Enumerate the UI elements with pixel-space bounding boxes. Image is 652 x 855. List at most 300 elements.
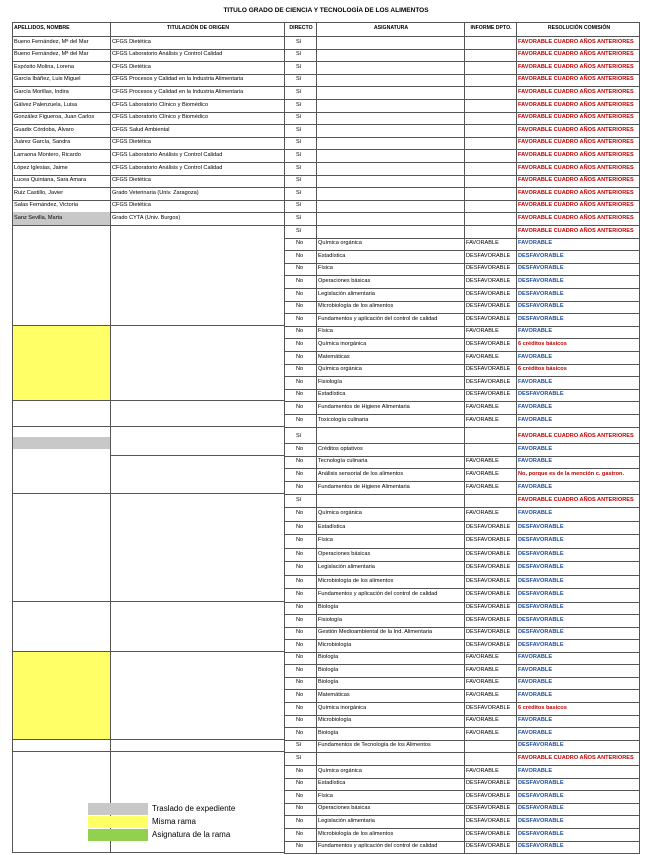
origin-degree-cell: CFGS Dietética bbox=[112, 139, 151, 146]
subject-cell bbox=[316, 99, 464, 112]
direct-cell: Sí bbox=[296, 214, 302, 221]
table-row bbox=[12, 187, 640, 201]
dept-report-cell: DESFAVORABLE bbox=[466, 817, 511, 824]
student-name-cell: Bueno Fernández, Mª del Mar bbox=[14, 51, 89, 58]
subject-cell: Química inorgánica bbox=[318, 704, 367, 711]
legend-swatch-gray bbox=[88, 803, 148, 815]
dept-report-cell: FAVORABLE bbox=[466, 717, 499, 724]
student-name-cell: Ruiz Castillo, Javier bbox=[14, 189, 64, 196]
column-divider bbox=[639, 22, 640, 853]
table-row bbox=[284, 443, 640, 457]
direct-cell: No bbox=[296, 679, 304, 686]
direct-cell: No bbox=[296, 729, 304, 736]
direct-cell: No bbox=[296, 817, 304, 824]
subject-cell: Tecnología culinaria bbox=[318, 458, 368, 465]
dept-report-cell: DESFAVORABLE bbox=[466, 843, 511, 850]
student-name-cell: Expósito Molina, Lorena bbox=[14, 63, 75, 70]
table-row bbox=[284, 301, 640, 315]
group-student-name bbox=[12, 456, 110, 494]
table-row bbox=[284, 548, 640, 563]
student-name-cell: Larraona Montero, Ricardo bbox=[14, 151, 81, 158]
direct-cell: Sí bbox=[296, 151, 302, 158]
direct-cell: No bbox=[296, 366, 304, 373]
subject-cell: Operaciones básicas bbox=[318, 805, 371, 812]
dept-report-cell: DESFAVORABLE bbox=[466, 303, 511, 310]
committee-resolution-cell: DESFAVORABLE bbox=[518, 537, 564, 544]
dept-report-cell: DESFAVORABLE bbox=[466, 830, 511, 837]
table-row bbox=[284, 338, 640, 352]
group-student-name bbox=[12, 652, 110, 740]
committee-resolution-cell: DESFAVORABLE bbox=[518, 252, 564, 259]
student-name-cell: Bueno Fernández, Mª del Mar bbox=[14, 38, 89, 45]
dept-report-cell: DESFAVORABLE bbox=[466, 290, 511, 297]
direct-cell: No bbox=[296, 510, 304, 517]
committee-resolution-cell: DESFAVORABLE bbox=[518, 391, 564, 398]
direct-cell: No bbox=[296, 458, 304, 465]
origin-degree-cell: CFGS Procesos y Calidad en la Industria Alimentaria bbox=[112, 76, 244, 83]
subject-cell: Operaciones básicas bbox=[318, 277, 371, 284]
table-header bbox=[12, 22, 640, 37]
committee-resolution-cell: FAVORABLE bbox=[518, 458, 553, 465]
subject-cell: Estadística bbox=[318, 523, 346, 530]
direct-cell: Sí bbox=[296, 76, 302, 83]
origin-degree-cell: CFGS Laboratorio Análisis y Control Calidad bbox=[112, 151, 223, 158]
table-row bbox=[284, 225, 640, 239]
direct-cell: No bbox=[296, 629, 304, 636]
table-row bbox=[284, 677, 640, 691]
dept-report-cell bbox=[464, 86, 516, 99]
committee-resolution-cell: FAVORABLE bbox=[518, 483, 553, 490]
committee-resolution-cell: 6 créditos básicos bbox=[518, 366, 567, 373]
dept-report-cell bbox=[464, 187, 516, 200]
student-name-cell: González Figueroa, Juan Carlos bbox=[14, 114, 95, 121]
subject-cell bbox=[316, 137, 464, 150]
table-row bbox=[284, 588, 640, 603]
table-row bbox=[284, 575, 640, 590]
dept-report-cell bbox=[464, 212, 516, 225]
dept-report-cell bbox=[464, 225, 516, 238]
subject-cell: Física bbox=[318, 265, 333, 272]
table-row bbox=[284, 456, 640, 470]
subject-cell: Biología bbox=[318, 666, 339, 673]
committee-resolution-cell: FAVORABLE bbox=[518, 679, 553, 686]
table-row bbox=[284, 364, 640, 378]
dept-report-cell: FAVORABLE bbox=[466, 470, 499, 477]
dept-report-cell: DESFAVORABLE bbox=[466, 340, 511, 347]
direct-cell: No bbox=[296, 265, 304, 272]
subject-cell: Toxicología culinaria bbox=[318, 416, 369, 423]
column-divider bbox=[316, 22, 317, 853]
direct-cell: No bbox=[296, 550, 304, 557]
subject-cell: Microbiología de los alimentos bbox=[318, 830, 394, 837]
group-student-name bbox=[12, 494, 110, 602]
direct-cell: Sí bbox=[296, 433, 302, 440]
subject-cell bbox=[316, 431, 464, 444]
committee-resolution-cell: RESOLUCIÓN COMISIÓN bbox=[547, 25, 611, 32]
table-row bbox=[284, 664, 640, 678]
dept-report-cell: DESFAVORABLE bbox=[466, 641, 511, 648]
dept-report-cell: FAVORABLE bbox=[466, 416, 499, 423]
subject-cell bbox=[316, 494, 464, 508]
committee-resolution-cell: DESFAVORABLE bbox=[518, 616, 564, 623]
subject-cell: Matemáticas bbox=[318, 691, 350, 698]
committee-resolution-cell: FAVORABLE CUADRO AÑOS ANTERIORES bbox=[518, 51, 634, 58]
direct-cell: Sí bbox=[296, 101, 302, 108]
committee-resolution-cell: FAVORABLE CUADRO AÑOS ANTERIORES bbox=[518, 126, 634, 133]
table-row bbox=[284, 715, 640, 729]
committee-resolution-cell: FAVORABLE CUADRO AÑOS ANTERIORES bbox=[518, 202, 634, 209]
subject-cell: Química orgánica bbox=[318, 510, 362, 517]
table-row bbox=[12, 36, 640, 50]
student-name-cell: Lucea Quintana, Sara Amara bbox=[14, 177, 87, 184]
direct-cell: Sí bbox=[296, 88, 302, 95]
direct-cell: No bbox=[296, 537, 304, 544]
group-student-name bbox=[12, 740, 110, 753]
direct-cell: No bbox=[296, 340, 304, 347]
dept-report-cell: DESFAVORABLE bbox=[466, 792, 511, 799]
direct-cell: No bbox=[296, 391, 304, 398]
subject-cell bbox=[316, 61, 464, 74]
legend-label: Traslado de expediente bbox=[152, 804, 236, 813]
student-name-cell: Salas Fernández, Victoria bbox=[14, 202, 78, 209]
committee-resolution-cell: FAVORABLE CUADRO AÑOS ANTERIORES bbox=[518, 38, 634, 45]
table-row bbox=[284, 431, 640, 445]
table-row bbox=[284, 326, 640, 340]
dept-report-cell: DESFAVORABLE bbox=[466, 523, 511, 530]
table-row bbox=[284, 602, 640, 616]
subject-cell: Biología bbox=[318, 729, 339, 736]
group-origin-degree bbox=[110, 225, 284, 326]
table-row bbox=[284, 481, 640, 495]
committee-resolution-cell: FAVORABLE CUADRO AÑOS ANTERIORES bbox=[518, 177, 634, 184]
dept-report-cell: FAVORABLE bbox=[466, 666, 499, 673]
table-row bbox=[284, 727, 640, 741]
table-row bbox=[12, 175, 640, 189]
table-row bbox=[12, 74, 640, 88]
direct-cell: No bbox=[296, 843, 304, 850]
origin-degree-cell: CFGS Dietética bbox=[112, 63, 151, 70]
dept-report-cell: FAVORABLE bbox=[466, 679, 499, 686]
group-origin-degree bbox=[110, 401, 284, 426]
direct-cell: No bbox=[296, 704, 304, 711]
dept-report-cell bbox=[464, 494, 516, 508]
origin-degree-cell: Grado CYTA (Univ. Burgos) bbox=[112, 214, 181, 221]
dept-report-cell: DESFAVORABLE bbox=[466, 277, 511, 284]
direct-cell: No bbox=[296, 641, 304, 648]
committee-resolution-cell: DESFAVORABLE bbox=[518, 817, 564, 824]
committee-resolution-cell: DESFAVORABLE bbox=[518, 290, 564, 297]
dept-report-cell bbox=[464, 112, 516, 125]
direct-cell: No bbox=[296, 290, 304, 297]
committee-resolution-cell: FAVORABLE bbox=[518, 403, 553, 410]
direct-cell: No bbox=[296, 616, 304, 623]
direct-cell: No bbox=[296, 717, 304, 724]
committee-resolution-cell: FAVORABLE bbox=[518, 416, 553, 423]
direct-cell: No bbox=[296, 328, 304, 335]
dept-report-cell: DESFAVORABLE bbox=[466, 564, 511, 571]
dept-report-cell: FAVORABLE bbox=[466, 654, 499, 661]
dept-report-cell bbox=[464, 149, 516, 162]
origin-degree-cell: Grado Veterinaria (Univ. Zaragoza) bbox=[112, 189, 199, 196]
committee-resolution-cell: FAVORABLE CUADRO AÑOS ANTERIORES bbox=[518, 151, 634, 158]
dept-report-cell: DESFAVORABLE bbox=[466, 366, 511, 373]
dept-report-cell bbox=[464, 431, 516, 444]
group-student-name bbox=[12, 225, 110, 326]
table-row bbox=[12, 112, 640, 126]
table-row bbox=[284, 652, 640, 666]
subject-cell: Operaciones básicas bbox=[318, 550, 371, 557]
table-row bbox=[284, 376, 640, 390]
committee-resolution-cell: FAVORABLE CUADRO AÑOS ANTERIORES bbox=[518, 101, 634, 108]
direct-cell: No bbox=[296, 780, 304, 787]
committee-resolution-cell: FAVORABLE bbox=[518, 378, 553, 385]
dept-report-cell bbox=[464, 740, 516, 753]
direct-cell: Sí bbox=[296, 114, 302, 121]
table-row bbox=[284, 238, 640, 252]
committee-resolution-cell: FAVORABLE bbox=[518, 328, 553, 335]
committee-resolution-cell: No, porque es de la mención c. gastron. bbox=[518, 470, 624, 477]
table-row bbox=[284, 627, 640, 641]
committee-resolution-cell: DESFAVORABLE bbox=[518, 604, 564, 611]
subject-cell: Fundamentos de Higiene Alimentaria bbox=[318, 403, 410, 410]
committee-resolution-cell: 6 créditos basicos bbox=[518, 704, 567, 711]
legend-swatch-yellow bbox=[88, 816, 148, 828]
committee-resolution-cell: FAVORABLE CUADRO AÑOS ANTERIORES bbox=[518, 139, 634, 146]
committee-resolution-cell: 6 créditos básicos bbox=[518, 340, 567, 347]
student-name-cell: Juárez García, Sandra bbox=[14, 139, 71, 146]
dept-report-cell: FAVORABLE bbox=[466, 240, 499, 247]
direct-cell: Sí bbox=[296, 189, 302, 196]
table-row bbox=[284, 614, 640, 628]
table-row bbox=[284, 702, 640, 716]
subject-cell: Microbiología de los alimentos bbox=[318, 577, 394, 584]
table-row bbox=[284, 414, 640, 428]
table-row bbox=[284, 507, 640, 522]
origin-degree-cell: CFGS Dietética bbox=[112, 177, 151, 184]
direct-cell: No bbox=[296, 445, 304, 452]
direct-cell: Sí bbox=[296, 754, 302, 761]
dept-report-cell bbox=[464, 200, 516, 213]
table-row bbox=[284, 313, 640, 327]
direct-cell: Sí bbox=[296, 38, 302, 45]
subject-cell: Física bbox=[318, 537, 333, 544]
committee-resolution-cell: DESFAVORABLE bbox=[518, 805, 564, 812]
committee-resolution-cell: FAVORABLE CUADRO AÑOS ANTERIORES bbox=[518, 88, 634, 95]
subject-cell: Biología bbox=[318, 679, 339, 686]
table-row bbox=[284, 250, 640, 264]
legend-swatch-green bbox=[88, 829, 148, 841]
group-origin-degree bbox=[110, 652, 284, 740]
table-row bbox=[284, 288, 640, 302]
subject-cell bbox=[316, 212, 464, 225]
committee-resolution-cell: FAVORABLE bbox=[518, 666, 553, 673]
dept-report-cell: DESFAVORABLE bbox=[466, 550, 511, 557]
legend-label: Asignatura de la rama bbox=[152, 830, 231, 839]
committee-resolution-cell: FAVORABLE CUADRO AÑOS ANTERIORES bbox=[518, 164, 634, 171]
direct-cell: Sí bbox=[296, 51, 302, 58]
dept-report-cell: FAVORABLE bbox=[466, 328, 499, 335]
subject-cell bbox=[316, 175, 464, 188]
subject-cell bbox=[316, 112, 464, 125]
committee-resolution-cell: DESFAVORABLE bbox=[518, 315, 564, 322]
dept-report-cell: DESFAVORABLE bbox=[466, 780, 511, 787]
subject-cell bbox=[316, 36, 464, 49]
dept-report-cell: DESFAVORABLE bbox=[466, 391, 511, 398]
table-row bbox=[12, 49, 640, 63]
subject-cell: ASIGNATURA bbox=[373, 25, 409, 32]
table-row bbox=[284, 351, 640, 365]
table-row bbox=[12, 162, 640, 176]
direct-cell: Sí bbox=[296, 496, 302, 503]
subject-cell: Legislación alimentaria bbox=[318, 817, 375, 824]
direct-cell: No bbox=[296, 691, 304, 698]
table-row bbox=[284, 561, 640, 576]
direct-cell: No bbox=[296, 830, 304, 837]
committee-resolution-cell: FAVORABLE bbox=[518, 729, 553, 736]
dept-report-cell: DESFAVORABLE bbox=[466, 616, 511, 623]
committee-resolution-cell: FAVORABLE CUADRO AÑOS ANTERIORES bbox=[518, 189, 634, 196]
subject-cell: Química inorgánica bbox=[318, 340, 367, 347]
subject-cell: Microbiología de los alimentos bbox=[318, 303, 394, 310]
direct-cell: Sí bbox=[296, 164, 302, 171]
group-origin-degree bbox=[110, 326, 284, 402]
dept-report-cell: FAVORABLE bbox=[466, 767, 499, 774]
committee-resolution-cell: FAVORABLE CUADRO AÑOS ANTERIORES bbox=[518, 63, 634, 70]
direct-cell: No bbox=[296, 767, 304, 774]
subject-cell: Microbiología bbox=[318, 641, 352, 648]
resolution-table bbox=[12, 22, 640, 853]
column-divider bbox=[110, 22, 111, 853]
direct-cell: Sí bbox=[296, 177, 302, 184]
origin-degree-cell: CFGS Laboratorio Análisis y Control Calidad bbox=[112, 164, 223, 171]
direct-cell: Sí bbox=[296, 202, 302, 209]
student-name-cell: García Ibáñez, Luis Miguel bbox=[14, 76, 81, 83]
subject-cell bbox=[316, 752, 464, 765]
student-name-cell: Guadix Córdoba, Álvaro bbox=[14, 126, 74, 133]
committee-resolution-cell: FAVORABLE CUADRO AÑOS ANTERIORES bbox=[518, 76, 634, 83]
table-row bbox=[12, 149, 640, 163]
table-row bbox=[12, 61, 640, 75]
direct-cell: No bbox=[296, 277, 304, 284]
committee-resolution-cell: FAVORABLE bbox=[518, 445, 553, 452]
dept-report-cell bbox=[464, 124, 516, 137]
direct-cell: No bbox=[296, 523, 304, 530]
subject-cell bbox=[316, 225, 464, 238]
committee-resolution-cell: DESFAVORABLE bbox=[518, 577, 564, 584]
direct-cell: No bbox=[296, 403, 304, 410]
origin-degree-cell: CFGS Dietética bbox=[112, 38, 151, 45]
dept-report-cell bbox=[464, 99, 516, 112]
subject-cell: Biología bbox=[318, 604, 339, 611]
table-row bbox=[12, 124, 640, 138]
direct-cell: No bbox=[296, 577, 304, 584]
subject-cell: Química orgánica bbox=[318, 240, 362, 247]
dept-report-cell: DESFAVORABLE bbox=[466, 252, 511, 259]
group-student-name bbox=[12, 401, 110, 426]
committee-resolution-cell: DESFAVORABLE bbox=[518, 792, 564, 799]
group-student-name bbox=[12, 602, 110, 652]
group-student-name bbox=[12, 437, 110, 450]
committee-resolution-cell: FAVORABLE bbox=[518, 353, 553, 360]
dept-report-cell: DESFAVORABLE bbox=[466, 315, 511, 322]
table-row bbox=[284, 740, 640, 754]
table-row bbox=[12, 86, 640, 100]
column-divider bbox=[516, 22, 517, 853]
subject-cell: Fundamentos y aplicación del control de calidad bbox=[318, 591, 438, 598]
table-row bbox=[284, 468, 640, 482]
table-row bbox=[284, 815, 640, 829]
table-row bbox=[284, 803, 640, 817]
direct-cell: No bbox=[296, 378, 304, 385]
group-student-name bbox=[12, 326, 110, 402]
direct-cell: No bbox=[296, 315, 304, 322]
student-name-cell: Sanz Sevilla, Marta bbox=[12, 212, 110, 225]
table-row bbox=[284, 778, 640, 792]
subject-cell bbox=[316, 86, 464, 99]
direct-cell: No bbox=[296, 240, 304, 247]
subject-cell: Análisis sensorial de los alimentos bbox=[318, 470, 404, 477]
subject-cell: Estadística bbox=[318, 780, 346, 787]
committee-resolution-cell: DESFAVORABLE bbox=[518, 641, 564, 648]
dept-report-cell: DESFAVORABLE bbox=[466, 577, 511, 584]
table-row bbox=[284, 828, 640, 842]
direct-cell: No bbox=[296, 591, 304, 598]
dept-report-cell: DESFAVORABLE bbox=[466, 604, 511, 611]
dept-report-cell: FAVORABLE bbox=[466, 510, 499, 517]
subject-cell: Física bbox=[318, 328, 333, 335]
direct-cell: No bbox=[296, 654, 304, 661]
table-row bbox=[284, 765, 640, 779]
table-row bbox=[284, 389, 640, 403]
direct-cell: No bbox=[296, 792, 304, 799]
dept-report-cell: DESFAVORABLE bbox=[466, 537, 511, 544]
dept-report-cell: INFORME DPTO. bbox=[470, 25, 512, 32]
subject-cell: Fisiología bbox=[318, 616, 342, 623]
committee-resolution-cell: DESFAVORABLE bbox=[518, 843, 564, 850]
origin-degree-cell: CFGS Laboratorio Análisis y Control Calidad bbox=[112, 51, 223, 58]
dept-report-cell bbox=[464, 74, 516, 87]
dept-report-cell: DESFAVORABLE bbox=[466, 265, 511, 272]
committee-resolution-cell: FAVORABLE CUADRO AÑOS ANTERIORES bbox=[518, 754, 634, 761]
table-row bbox=[284, 521, 640, 536]
direct-cell: Sí bbox=[296, 63, 302, 70]
column-divider bbox=[284, 22, 285, 853]
committee-resolution-cell: FAVORABLE bbox=[518, 654, 553, 661]
committee-resolution-cell: DESFAVORABLE bbox=[518, 830, 564, 837]
committee-resolution-cell: DESFAVORABLE bbox=[518, 523, 564, 530]
direct-cell: No bbox=[296, 353, 304, 360]
committee-resolution-cell: FAVORABLE bbox=[518, 691, 553, 698]
subject-cell bbox=[316, 49, 464, 62]
subject-cell: Legislación alimentaria bbox=[318, 564, 375, 571]
dept-report-cell: FAVORABLE bbox=[466, 353, 499, 360]
document-title: TITULO GRADO DE CIENCIA Y TECNOLOGÍA DE LOS ALIMENTOS bbox=[223, 7, 429, 14]
dept-report-cell bbox=[464, 175, 516, 188]
dept-report-cell: DESFAVORABLE bbox=[466, 591, 511, 598]
student-name-cell: García Morillas, Indira bbox=[14, 88, 69, 95]
legend-label: Misma rama bbox=[152, 817, 197, 826]
subject-cell: Química orgánica bbox=[318, 767, 362, 774]
committee-resolution-cell: FAVORABLE CUADRO AÑOS ANTERIORES bbox=[518, 496, 634, 503]
subject-cell: Matemáticas bbox=[318, 353, 350, 360]
subject-cell bbox=[316, 149, 464, 162]
committee-resolution-cell: FAVORABLE CUADRO AÑOS ANTERIORES bbox=[518, 214, 634, 221]
direct-cell: Sí bbox=[296, 139, 302, 146]
subject-cell: Legislación alimentaria bbox=[318, 290, 375, 297]
subject-cell: Fundamentos y aplicación del control de calidad bbox=[318, 843, 438, 850]
table-row bbox=[12, 200, 640, 214]
group-origin-degree bbox=[110, 602, 284, 652]
